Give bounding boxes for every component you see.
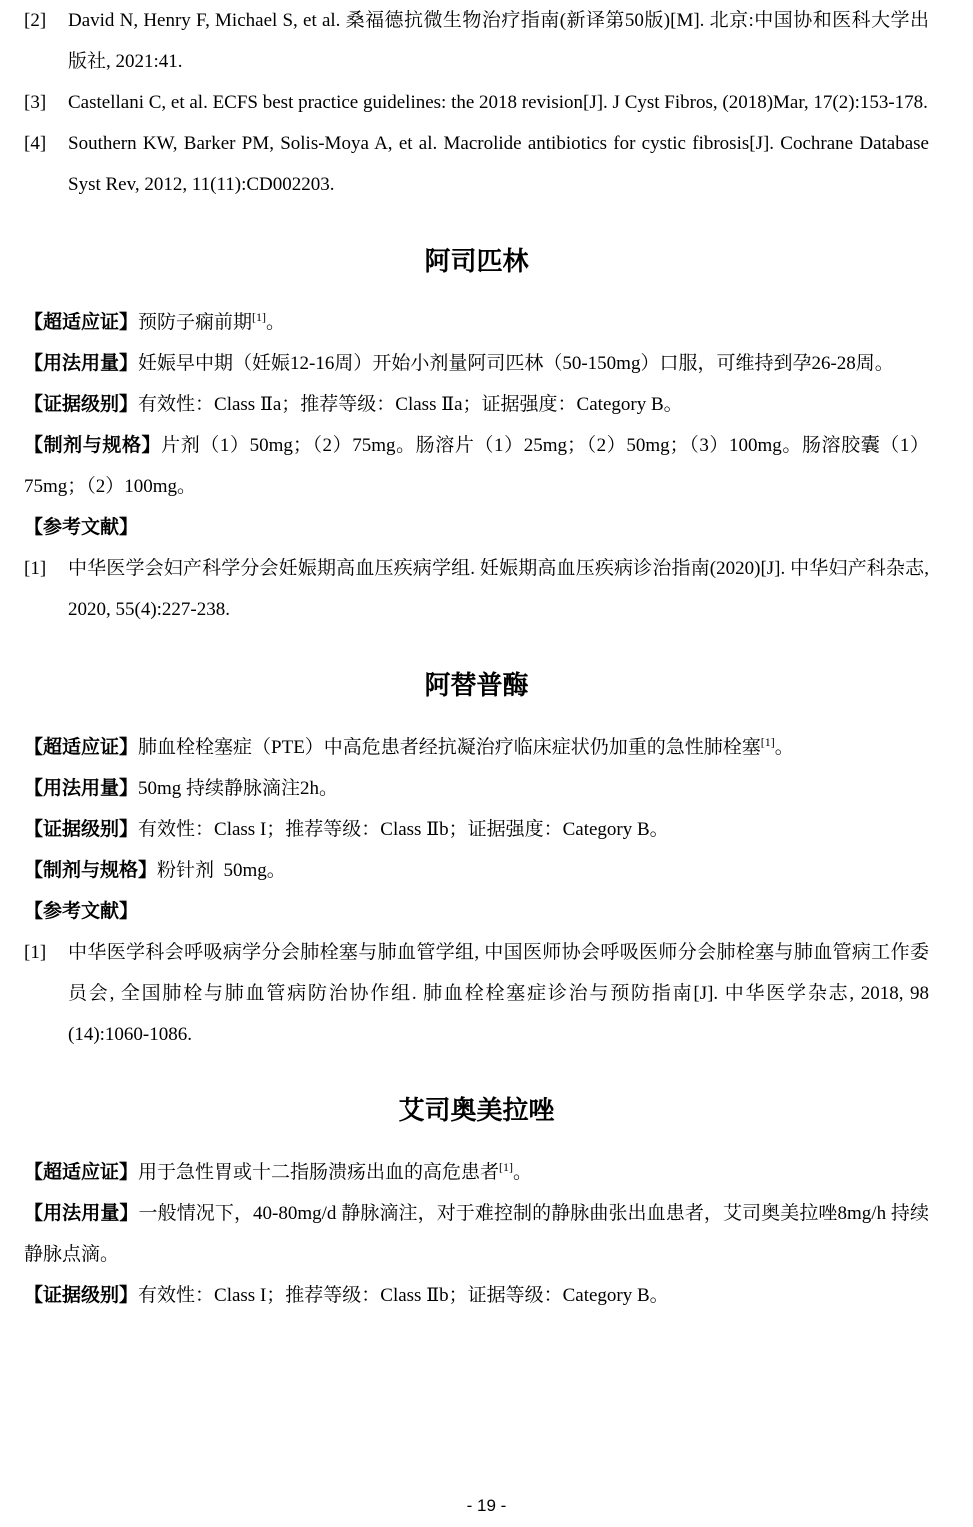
- reference-text: 中华医学科会呼吸病学分会肺栓塞与肺血管学组, 中国医师协会呼吸医师分会肺栓塞与肺血管病工作委员会, 全国肺栓与肺血管病防治协作组. 肺血栓栓塞症诊治与预防指南[J]. 中华医学杂志, 2018, 98 (14):1060-1086.: [68, 942, 929, 1045]
- citation-marker: [1]: [760, 735, 775, 749]
- drug-title: 艾司奥美拉唑: [398, 1096, 555, 1126]
- field-label: 【参考文献】: [24, 516, 139, 538]
- indication-field: [24, 727, 929, 768]
- field-end: 。: [266, 312, 286, 333]
- evidence-field: [24, 809, 929, 850]
- drug-section-esomeprazole: [24, 1091, 929, 1316]
- field-text: 一般情况下，40-80mg/d 静脉滴注，对于难控制的静脉曲张出血患者，艾司奥美拉唑8mg/h 持续静脉点滴。: [24, 1203, 929, 1265]
- field-label: 【超适应证】: [24, 736, 139, 758]
- reference-item: [24, 82, 929, 123]
- drug-title: 阿替普酶: [424, 671, 529, 701]
- field-label: 【证据级别】: [24, 818, 139, 840]
- field-text: 50mg 持续静脉滴注2h。: [138, 778, 339, 799]
- reference-text: Castellani C, et al. ECFS best practice guidelines: the 2018 revision[J]. J Cyst Fibros, (2018)Mar, 17(2):153-178.: [68, 92, 928, 113]
- field-label: 【超适应证】: [24, 1161, 139, 1183]
- reference-number: [4]: [24, 133, 47, 154]
- drug-title: 阿司匹林: [424, 247, 529, 277]
- field-label: 【证据级别】: [24, 1284, 139, 1306]
- references-heading: [24, 507, 929, 548]
- reference-number: [1]: [24, 558, 47, 579]
- field-text: 妊娠早中期（妊娠12-16周）开始小剂量阿司匹林（50-150mg）口服，可维持到孕26-28周。: [138, 353, 894, 374]
- top-reference-list: [24, 0, 929, 205]
- field-text: 有效性：Class I；推荐等级：Class Ⅱb；证据等级：Category B。: [138, 1285, 669, 1306]
- document-page: [24, 0, 929, 1316]
- reference-item: [24, 123, 929, 205]
- reference-number: [3]: [24, 92, 47, 113]
- reference-text: Southern KW, Barker PM, Solis-Moya A, et al. Macrolide antibiotics for cystic fibrosis[J]. Cochrane Database Syst Rev, 2012, 11(11):CD002203.: [68, 133, 929, 195]
- field-label: 【用法用量】: [24, 352, 139, 374]
- reference-item: [24, 932, 929, 1055]
- field-text: 用于急性胃或十二指肠溃疡出血的高危患者: [138, 1162, 500, 1183]
- drug-section-aspirin: [24, 242, 929, 630]
- field-label: 【超适应证】: [24, 311, 139, 333]
- formulation-field: [24, 850, 929, 891]
- page-number: - 19 -: [466, 1496, 507, 1515]
- reference-text: David N, Henry F, Michael S, et al. 桑福德抗微生物治疗指南(新译第50版)[M]. 北京:中国协和医科大学出版社, 2021:41.: [68, 10, 929, 72]
- reference-item: [24, 0, 929, 82]
- indication-field: [24, 302, 929, 343]
- citation-marker: [1]: [252, 310, 267, 324]
- reference-number: [1]: [24, 942, 47, 963]
- field-text: 粉针剂 50mg。: [157, 860, 286, 881]
- evidence-field: [24, 384, 929, 425]
- evidence-field: [24, 1275, 929, 1316]
- field-text: 片剂（1）50mg；（2）75mg。肠溶片（1）25mg；（2）50mg；（3）100mg。肠溶胶囊（1）75mg；（2）100mg。: [24, 435, 929, 497]
- reference-text: 中华医学会妇产科学分会妊娠期高血压疾病学组. 妊娠期高血压疾病诊治指南(2020)[J]. 中华妇产科杂志, 2020, 55(4):227-238.: [68, 558, 929, 620]
- references-heading: [24, 891, 929, 932]
- field-label: 【证据级别】: [24, 393, 139, 415]
- usage-field: [24, 343, 929, 384]
- field-label: 【用法用量】: [24, 777, 139, 799]
- reference-item: [24, 548, 929, 630]
- citation-marker: [1]: [499, 1160, 514, 1174]
- formulation-field: [24, 425, 929, 507]
- field-end: 。: [513, 1162, 533, 1183]
- drug-section-alteplase: [24, 666, 929, 1055]
- field-label: 【制剂与规格】: [24, 434, 162, 456]
- indication-field: [24, 1152, 929, 1193]
- field-end: 。: [774, 737, 794, 758]
- field-text: 有效性：Class Ⅱa；推荐等级：Class Ⅱa；证据强度：Category B。: [138, 394, 683, 415]
- field-label: 【制剂与规格】: [24, 859, 158, 881]
- field-text: 有效性：Class I；推荐等级：Class Ⅱb；证据强度：Category B。: [138, 819, 669, 840]
- field-text: 预防子痫前期: [138, 312, 253, 333]
- field-label: 【参考文献】: [24, 900, 139, 922]
- usage-field: [24, 1193, 929, 1275]
- field-label: 【用法用量】: [24, 1202, 139, 1224]
- reference-number: [2]: [24, 10, 47, 31]
- usage-field: [24, 768, 929, 809]
- field-text: 肺血栓栓塞症（PTE）中高危患者经抗凝治疗临床症状仍加重的急性肺栓塞: [138, 737, 761, 758]
